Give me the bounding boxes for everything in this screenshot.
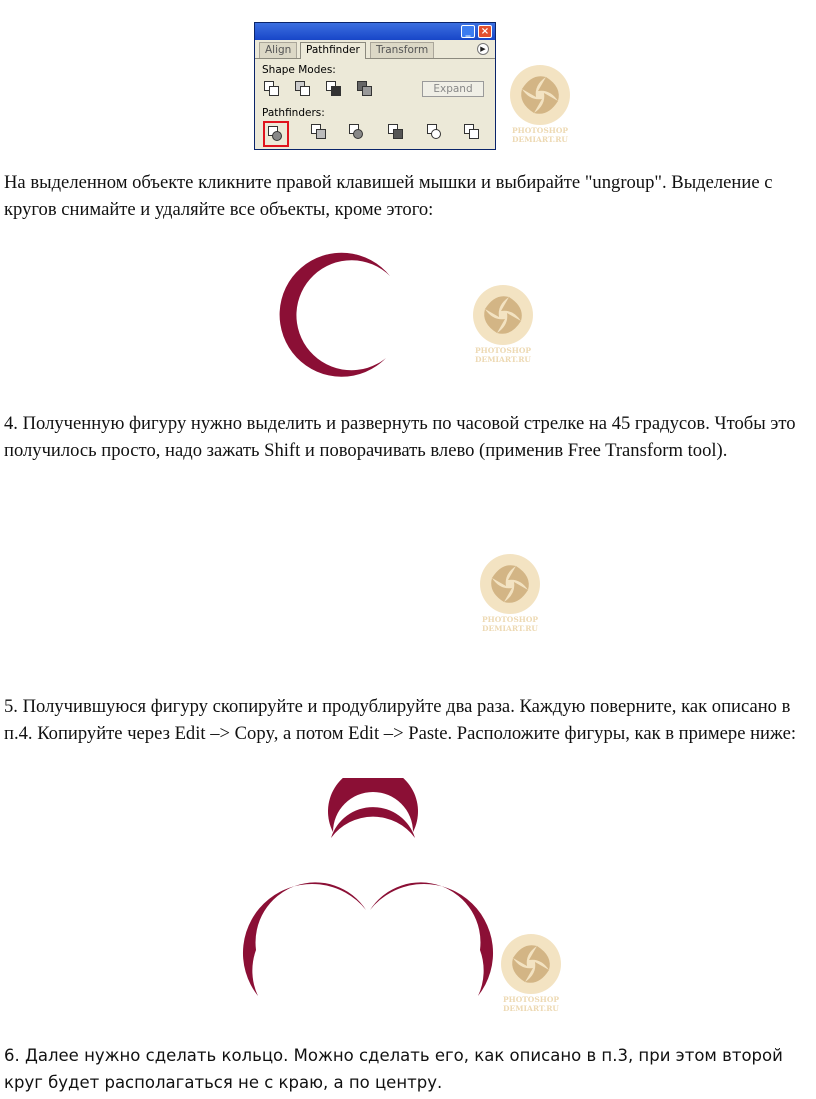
pathfinders-label: Pathfinders: xyxy=(262,107,325,119)
pathfinder-palette xyxy=(254,22,496,150)
watermark-text-2: DEMIART.RU xyxy=(482,624,538,633)
watermark-text-1: PHOTOSHOP xyxy=(502,995,560,1004)
watermark-text-2: DEMIART.RU xyxy=(475,355,531,364)
crescent-shape xyxy=(268,248,398,388)
watermark-emblem-icon xyxy=(468,284,538,346)
trim-icon[interactable] xyxy=(311,124,327,140)
watermark-text-1: PHOTOSHOP xyxy=(481,615,539,624)
divide-icon[interactable] xyxy=(268,126,284,142)
watermark-text-1: PHOTOSHOP xyxy=(511,126,569,135)
watermark-text-2: DEMIART.RU xyxy=(512,135,568,144)
palette-titlebar xyxy=(255,23,495,40)
expand-button[interactable]: Expand xyxy=(422,81,484,97)
triple-crescent-figure xyxy=(238,778,498,1010)
shape-modes-label: Shape Modes: xyxy=(262,64,336,76)
tab-align[interactable]: Align xyxy=(259,42,297,58)
paragraph-duplicate: 5. Получившуюся фигуру скопируйте и продублируйте два раза. Каждую поверните, как описано в п.4. Копируйте через Edit –> Copy, а потом Edit –> Paste. Расположите фигуры, как в примере ниже: xyxy=(4,696,797,744)
crop-icon[interactable] xyxy=(388,124,404,140)
minimize-icon[interactable]: _ xyxy=(461,25,475,38)
minus-back-icon[interactable] xyxy=(464,124,480,140)
add-to-shape-area-icon[interactable] xyxy=(264,81,280,97)
outline-icon[interactable] xyxy=(427,124,443,140)
watermark-emblem-icon xyxy=(475,553,545,615)
subtract-from-shape-area-icon[interactable] xyxy=(295,81,311,97)
watermark-emblem-icon xyxy=(505,64,575,126)
paragraph-ungroup: На выделенном объекте кликните правой клавишей мышки и выбирайте "ungroup". Выделение с кругов снимайте и удаляйте все объекты, кроме этого: xyxy=(4,172,773,220)
paragraph-rotate: 4. Полученную фигуру нужно выделить и развернуть по часовой стрелке на 45 градусов. Чтобы это получилось просто, надо зажать Shift и поворачивать влево (применив Free Transform tool). xyxy=(4,413,796,461)
intersect-shape-areas-icon[interactable] xyxy=(326,81,342,97)
paragraph-ring: 6. Далее нужно сделать кольцо. Можно сделать его, как описано в п.3, при этом второй круг будет располагаться не с краю, а по центру. xyxy=(4,1046,783,1092)
watermark-logo xyxy=(475,553,545,639)
tab-transform[interactable]: Transform xyxy=(370,42,434,58)
watermark-logo xyxy=(468,284,538,370)
watermark-emblem-icon xyxy=(496,933,566,995)
palette-menu-icon[interactable]: ▶ xyxy=(477,43,489,55)
close-icon[interactable]: × xyxy=(478,25,492,38)
watermark-text-2: DEMIART.RU xyxy=(503,1004,559,1013)
tab-pathfinder[interactable]: Pathfinder xyxy=(300,42,366,59)
palette-tabs xyxy=(255,40,495,59)
rotated-crescent-shape xyxy=(273,522,413,662)
watermark-logo xyxy=(505,64,575,150)
exclude-overlapping-areas-icon[interactable] xyxy=(357,81,373,97)
merge-icon[interactable] xyxy=(349,124,365,140)
watermark-text-1: PHOTOSHOP xyxy=(474,346,532,355)
watermark-logo xyxy=(496,933,566,1019)
